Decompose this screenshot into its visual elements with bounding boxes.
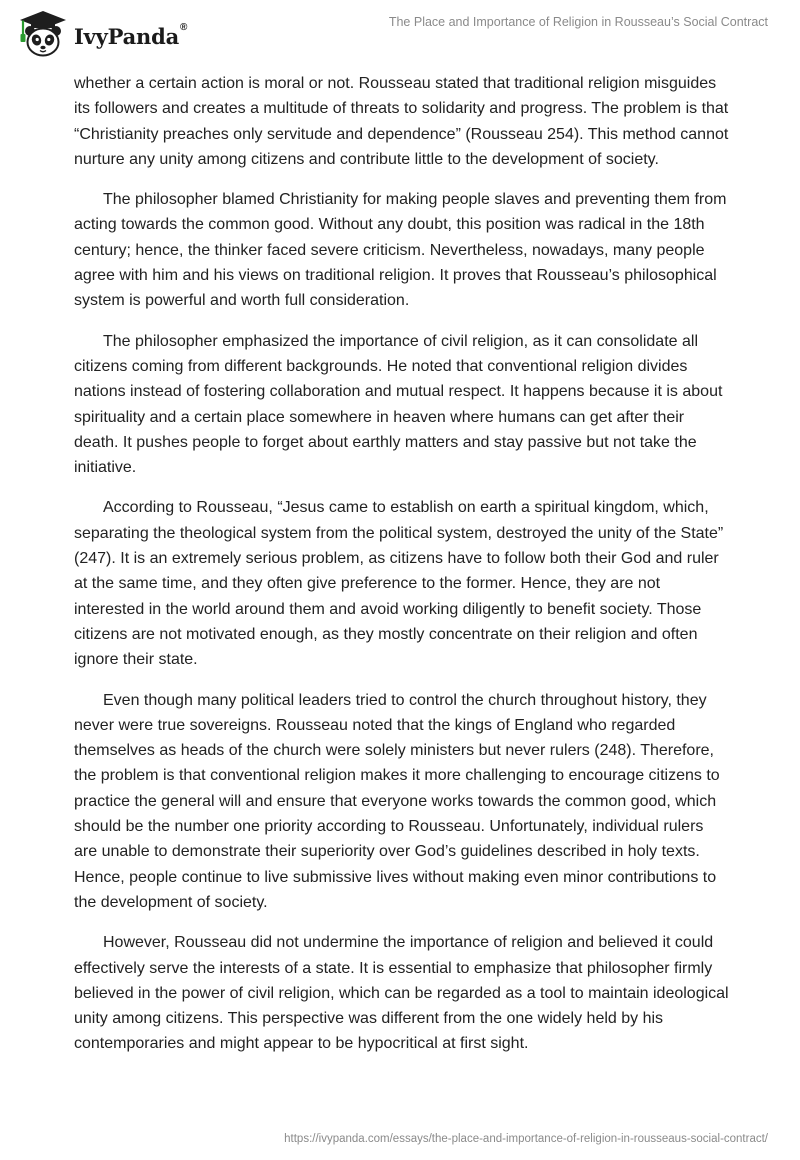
paragraph-5: Even though many political leaders tried to control the church throughout history, they never were true sovereigns. Rousseau noted that the kings of England who regarded themselves as heads of the church were solely ministers but never rulers (248). Therefore, the problem is that conventional religion makes it more challenging to encourage citizens to practice the general will and ensure that everyone works towards the common good, which should be the number one priority according to Rousseau. Unfortunately, individual rulers are unable to demonstrate their superiority over God’s guidelines described in holy texts. Hence, people continue to live submissive lives without making even minor contributions to the development of society. [74, 691, 720, 911]
logo-wordmark [74, 21, 188, 49]
logo-text: IvyPanda [74, 23, 180, 49]
paragraph-4: According to Rousseau, “Jesus came to establish on earth a spiritual kingdom, which, separating the theological system from the political system, destroyed the unity of the State” (247). It is an extremely serious problem, as citizens have to follow both their God and ruler at the same time, and they often give preference to the former. Hence, they are not interested in the world around them and avoid working diligently to benefit society. Those citizens are not motivated enough, as they mostly concentrate on their religion and often ignore their state. [74, 499, 724, 669]
paragraph-2: The philosopher blamed Christianity for making people slaves and preventing them from acting towards the common good. Without any doubt, this position was radical in the 18th century; hence, the thinker faced severe criticism. Nevertheless, nowadays, many people agree with him and his views on traditional religion. It proves that Rousseau’s philosophical system is powerful and worth full consideration. [74, 191, 727, 310]
panda-graduate-icon [14, 8, 72, 58]
paragraph-6: However, Rousseau did not undermine the importance of religion and believed it could effectively serve the interests of a state. It is essential to emphasize that philosopher firmly believed in the power of civil religion, which can be regarded as a tool to maintain ideological unity among citizens. This perspective was different from the one widely held by his contemporaries and might appear to be hypocritical at first sight. [74, 934, 729, 1053]
ivypanda-logo[interactable] [14, 8, 187, 58]
essay-body [74, 71, 730, 1072]
paragraph-1: whether a certain action is moral or not. Rousseau stated that traditional religion misguides its followers and creates a multitude of threats to solidarity and progress. The problem is that “Christianity preaches only servitude and dependence” (Rousseau 254). This method cannot nurture any unity among citizens and contribute little to the development of society. [74, 75, 729, 168]
registered-mark: ® [180, 21, 188, 33]
source-url-link[interactable]: https://ivypanda.com/essays/the-place-and-importance-of-religion-in-rousseaus-social-contract/ [284, 1133, 768, 1145]
paragraph-3: The philosopher emphasized the importance of civil religion, as it can consolidate all citizens coming from different backgrounds. He noted that conventional religion divides nations instead of fostering collaboration and mutual respect. It happens because it is about spirituality and a certain place somewhere in heaven where humans can get after their death. It pushes people to forget about earthly matters and stay passive but not take the initiative. [74, 332, 723, 477]
page-header [0, 0, 800, 64]
document-title: The Place and Importance of Religion in Rousseau’s Social Contract [388, 15, 768, 29]
